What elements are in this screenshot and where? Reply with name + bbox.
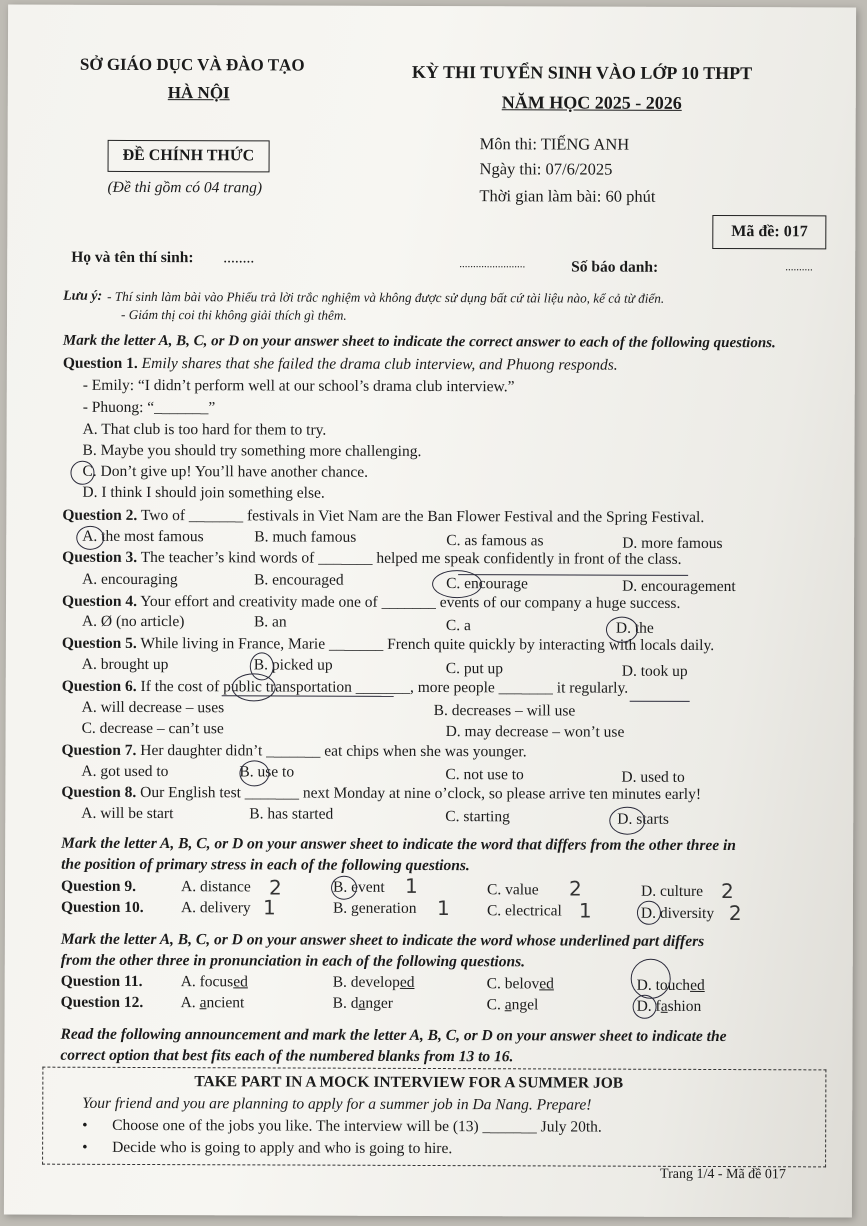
exam-date: Ngày thi: 07/6/2025 <box>479 159 613 179</box>
q5-label: Question 5. <box>61 634 137 652</box>
q10-option-a: A. delivery <box>180 899 251 917</box>
q11-option-c: C. beloved <box>486 975 554 993</box>
section4-instruction-line2: correct option that best fits each of the numbered blanks from 13 to 16. <box>60 1046 514 1066</box>
q9-option-c: C. value <box>486 881 539 899</box>
q6-option-c: C. decrease – can’t use <box>81 719 224 738</box>
q10-handwritten-b: 1 <box>436 896 450 921</box>
q3-option-a: A. encouraging <box>82 570 178 589</box>
q3-option-b: B. encouraged <box>254 571 344 589</box>
q5-option-a: A. brought up <box>81 655 169 674</box>
q4 <box>62 593 680 613</box>
q9-handwritten-d: 2 <box>720 879 734 904</box>
q1-line1: - Emily: “I didn’t perform well at our school’s drama club interview.” <box>82 376 515 396</box>
q2-option-d: D. more famous <box>622 534 723 553</box>
q7-option-b: B. use to <box>239 763 295 781</box>
q7-label: Question 7. <box>61 741 137 759</box>
q9-handwritten-b: 1 <box>404 873 418 898</box>
q3-option-d: D. encouragement <box>622 577 736 596</box>
announcement-title: TAKE PART IN A MOCK INTERVIEW FOR A SUMMER JOB <box>194 1073 624 1092</box>
q5 <box>62 635 714 655</box>
q1-option-c: C. Don’t give up! You’ll have another chance. <box>82 462 369 481</box>
announcement-bullet-2: • Decide who is going to apply and who is going to hire. <box>112 1139 452 1158</box>
section4-instruction-line1: Read the following announcement and mark the letter A, B, C, or D on your answer sheet to indicate the <box>60 1025 727 1046</box>
q1-stem: Emily shares that she failed the drama club interview, and Phuong responds. <box>141 354 618 374</box>
q4-option-b: B. an <box>253 613 287 631</box>
q2-label: Question 2. <box>62 506 138 524</box>
q3-label: Question 3. <box>62 548 138 566</box>
q11-option-b: B. developed <box>332 973 415 991</box>
q6 <box>62 678 628 698</box>
q5-option-c: C. put up <box>445 660 504 678</box>
note-prefix: Lưu ý: <box>63 288 103 304</box>
q12-option-c: C. angel <box>486 996 539 1014</box>
q8-label: Question 8. <box>61 783 137 801</box>
separator-dots: ........................ <box>459 258 526 271</box>
q10-handwritten-c: 1 <box>578 898 592 923</box>
q4-label: Question 4. <box>62 592 137 610</box>
q7 <box>61 742 526 762</box>
section2-instruction-line1: Mark the letter A, B, C, or D on your answer sheet to indicate the word that differs from the other three in <box>61 834 736 855</box>
q11-option-a: A. focused <box>180 973 248 991</box>
q10-handwritten-d: 2 <box>728 901 742 926</box>
note-line2: - Giám thị coi thi không giải thích gì thêm. <box>121 306 347 323</box>
q1-option-d: D. I think I should join something else. <box>82 483 325 502</box>
q12-option-a: A. ancient <box>180 994 245 1012</box>
q7-option-a: A. got used to <box>81 762 169 781</box>
page-footer: Trang 1/4 - Mã đề 017 <box>660 1166 786 1183</box>
announcement-intro: Your friend and you are planning to apply for a summer job in Da Nang. Prepare! <box>82 1094 592 1114</box>
q2-option-a: A. the most famous <box>82 527 204 546</box>
section2-instruction-line2: the position of primary stress in each of the following questions. <box>61 855 470 875</box>
candidate-name-dots: ........ <box>223 249 255 267</box>
q5-option-b: B. picked up <box>253 656 333 674</box>
q9-label: Question 9. <box>61 877 137 895</box>
section3-instruction-line1: Mark the letter A, B, C, or D on your answer sheet to indicate the word whose underlined part differs <box>60 930 705 950</box>
q3-option-c: C. encourage <box>446 575 528 593</box>
note-line1: - Thí sinh làm bài vào Phiếu trả lời trắc nghiệm và không được sử dụng bất cứ tài liệu nào, kể cả từ điển. <box>107 288 665 306</box>
q8 <box>61 784 701 804</box>
q10-option-b: B. generation <box>332 899 417 917</box>
q9-handwritten-a: 2 <box>268 875 282 900</box>
candidate-id-label: Số báo danh: <box>571 258 659 276</box>
q10-handwritten-a: 1 <box>262 895 276 920</box>
exam-title: KỲ THI TUYỂN SINH VÀO LỚP 10 THPT <box>411 61 753 84</box>
q7-option-c: C. not use to <box>445 766 524 784</box>
q5-stem: While living in France, Marie _______ French quite quickly by interacting with locals daily. <box>140 634 715 654</box>
q3 <box>62 549 681 569</box>
q6-option-d: D. may decrease – won’t use <box>445 723 625 741</box>
q10-option-c: C. electrical <box>486 902 562 920</box>
official-label: ĐỀ CHÍNH THỨC <box>108 140 270 173</box>
q6-option-b: B. decreases – will use <box>433 702 576 720</box>
q2-option-c: C. as famous as <box>446 532 544 550</box>
q11-option-d: D. touched <box>636 976 705 994</box>
q8-option-c: C. starting <box>445 808 510 826</box>
q6-option-a: A. will decrease – uses <box>81 698 225 717</box>
q4-option-a: A. Ø (no article) <box>81 612 185 631</box>
subject: Môn thi: TIẾNG ANH <box>479 134 630 154</box>
q1-option-a: A. That club is too hard for them to try. <box>82 420 327 439</box>
q9-option-d: D. culture <box>640 882 704 900</box>
q7-option-d: D. used to <box>621 768 685 786</box>
q8-option-b: B. has started <box>249 805 334 823</box>
q2-option-b: B. much famous <box>254 528 357 546</box>
q8-option-a: A. will be start <box>81 804 174 823</box>
q2 <box>62 507 704 527</box>
q1-label: Question 1. <box>62 354 138 372</box>
q8-stem: Our English test _______ next Monday at nine o’clock, so please arrive ten minutes early! <box>140 783 702 803</box>
pen-underline-q6 <box>222 695 394 697</box>
q1 <box>63 355 618 375</box>
q1-option-b: B. Maybe you should try something more challenging. <box>82 441 422 460</box>
q4-option-c: C. a <box>445 617 471 635</box>
q6-label: Question 6. <box>61 677 137 695</box>
school-year: NĂM HỌC 2025 - 2026 <box>501 92 682 113</box>
q1-line2: - Phuong: “_______” <box>82 398 216 417</box>
q2-stem: Two of _______ festivals in Viet Nam are the Ban Flower Festival and the Spring Festival. <box>140 506 705 526</box>
q12-option-b: B. danger <box>332 994 393 1012</box>
q4-stem: Your effort and creativity made one of _______ events of our company a huge success. <box>140 592 681 612</box>
pen-underline-q1 <box>630 701 690 702</box>
q10-label: Question 10. <box>60 898 144 917</box>
section3-instruction-line2: from the other three in pronunciation in each of the following questions. <box>60 951 526 971</box>
q4-option-d: D. the <box>615 619 654 637</box>
pages-note: (Đề thi gồm có 04 trang) <box>107 178 263 197</box>
q8-option-d: D. starts <box>617 810 669 828</box>
q6-stem: If the cost of public transportation _______, more people _______ it regularly. <box>140 677 629 697</box>
exam-page <box>4 5 856 1218</box>
section1-instruction: Mark the letter A, B, C, or D on your answer sheet to indicate the correct answer to each of the following questions. <box>62 332 776 352</box>
candidate-id-dots: .......... <box>785 261 813 274</box>
q9-option-a: A. distance <box>181 878 251 896</box>
exam-code: Mã đề: 017 <box>712 215 827 249</box>
q11-label: Question 11. <box>60 972 143 990</box>
q3-stem: The teacher’s kind words of _______ helped me speak confidently in front of the class. <box>140 548 682 568</box>
announcement-bullet-1: • Choose one of the jobs you like. The interview will be (13) _______ July 20th. <box>112 1117 602 1137</box>
q9-option-b: B. event <box>333 878 385 896</box>
department-line1: SỞ GIÁO DỤC VÀ ĐÀO TẠO <box>79 54 305 75</box>
q12-label: Question 12. <box>60 993 144 1012</box>
q12-option-d: D. fashion <box>636 997 702 1015</box>
q5-option-d: D. took up <box>621 662 688 680</box>
duration: Thời gian làm bài: 60 phút <box>479 186 656 206</box>
q7-stem: Her daughter didn’t _______ eat chips when she was younger. <box>140 741 527 761</box>
department-line2: HÀ NỘI <box>167 83 230 103</box>
q9-handwritten-c: 2 <box>568 876 582 901</box>
candidate-name-label: Họ và tên thí sinh: <box>71 248 194 267</box>
q10-option-d: D. diversity <box>640 904 715 922</box>
